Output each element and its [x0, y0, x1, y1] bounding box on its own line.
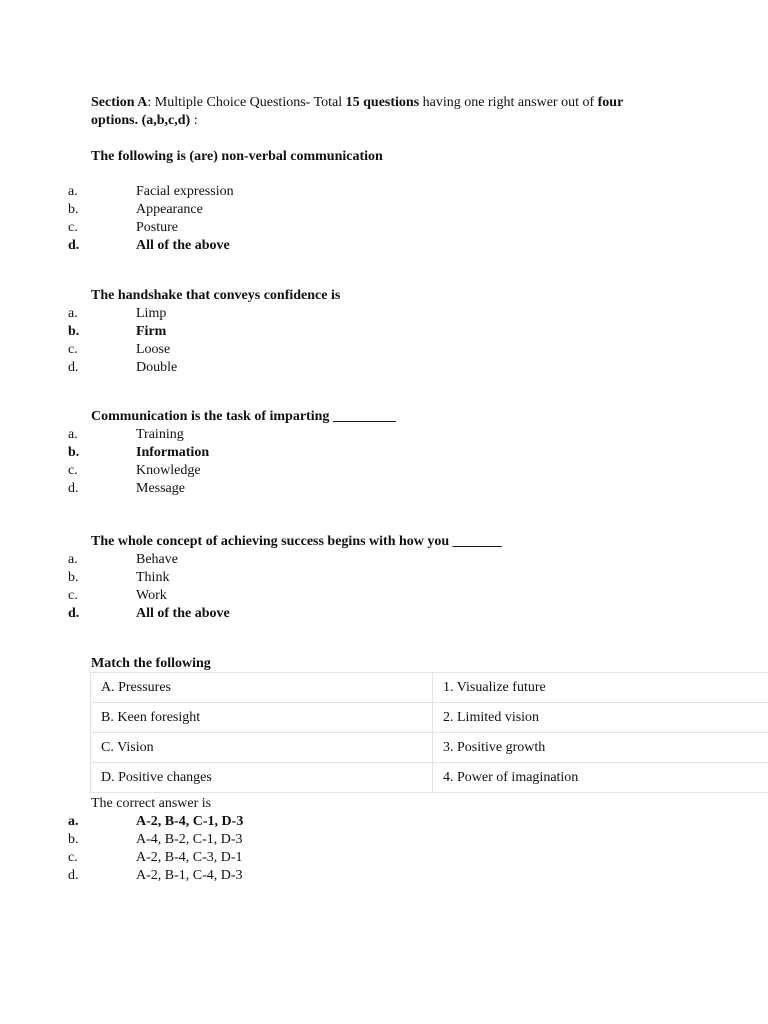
intro-colon: :: [190, 113, 198, 128]
q1-option-d-letter: d.: [68, 238, 80, 253]
match-table: [90, 672, 768, 793]
match-option-a: A-2, B-4, C-1, D-3: [136, 814, 244, 829]
match-option-b: A-4, B-2, C-1, D-3: [136, 832, 243, 847]
match-left-cell: C. Vision: [91, 733, 433, 763]
match-row: [91, 763, 768, 793]
match-left-cell: A. Pressures: [91, 673, 433, 703]
q2-option-c: Loose: [136, 342, 171, 357]
q4-option-d-letter: d.: [68, 606, 80, 621]
question-3-text: Communication is the task of imparting _________: [91, 409, 396, 424]
q2-option-b-letter: b.: [68, 324, 80, 339]
match-row: [91, 733, 768, 763]
intro-question-count: 15 questions: [345, 95, 420, 110]
q3-option-d-letter: d.: [68, 481, 79, 496]
q4-option-a: Behave: [136, 552, 178, 567]
match-right-cell: 2. Limited vision: [433, 703, 768, 733]
q1-option-b-letter: b.: [68, 202, 79, 217]
question-2-text: The handshake that conveys confidence is: [91, 288, 341, 303]
match-option-d: A-2, B-1, C-4, D-3: [136, 868, 243, 883]
match-left-cell: D. Positive changes: [91, 763, 433, 793]
q2-option-a: Limp: [136, 306, 167, 321]
q2-option-d-letter: d.: [68, 360, 79, 375]
q4-option-c-letter: c.: [68, 588, 78, 603]
q1-option-d: All of the above: [136, 238, 230, 253]
q4-option-d: All of the above: [136, 606, 230, 621]
match-option-d-letter: d.: [68, 868, 79, 883]
match-row: [91, 703, 768, 733]
q3-option-b: Information: [136, 445, 210, 460]
match-heading: Match the following: [91, 656, 211, 671]
q3-option-a-letter: a.: [68, 427, 78, 442]
q3-option-c: Knowledge: [136, 463, 201, 478]
question-4-text: The whole concept of achieving success begins with how you _______: [91, 534, 502, 549]
q2-option-b: Firm: [136, 324, 167, 339]
q2-option-a-letter: a.: [68, 306, 78, 321]
match-right-cell: 3. Positive growth: [433, 733, 768, 763]
q4-option-b-letter: b.: [68, 570, 79, 585]
q3-option-a: Training: [136, 427, 184, 442]
match-right-cell: 4. Power of imagination: [433, 763, 768, 793]
match-option-b-letter: b.: [68, 832, 79, 847]
match-option-c-letter: c.: [68, 850, 78, 865]
section-title: Section A: [91, 95, 148, 110]
section-intro: [91, 94, 691, 130]
match-option-c: A-2, B-4, C-3, D-1: [136, 850, 243, 865]
intro-text-2: having one right answer out of: [419, 95, 598, 110]
q3-option-d: Message: [136, 481, 185, 496]
q3-option-b-letter: b.: [68, 445, 80, 460]
match-right-cell: 1. Visualize future: [433, 673, 768, 703]
match-prompt: The correct answer is: [91, 796, 212, 811]
q1-option-b: Appearance: [136, 202, 203, 217]
intro-text-1: : Multiple Choice Questions- Total: [147, 95, 346, 110]
intro-options: options. (a,b,c,d): [91, 113, 191, 128]
q4-option-a-letter: a.: [68, 552, 78, 567]
q1-option-a: Facial expression: [136, 184, 234, 199]
q4-option-c: Work: [136, 588, 167, 603]
q2-option-c-letter: c.: [68, 342, 78, 357]
q2-option-d: Double: [136, 360, 178, 375]
question-1-text: The following is (are) non-verbal communication: [91, 149, 383, 164]
q1-option-c: Posture: [136, 220, 178, 235]
match-left-cell: B. Keen foresight: [91, 703, 433, 733]
match-row: [91, 673, 768, 703]
match-option-a-letter: a.: [68, 814, 79, 829]
intro-four: four: [597, 95, 624, 110]
q1-option-a-letter: a.: [68, 184, 78, 199]
q1-option-c-letter: c.: [68, 220, 78, 235]
q4-option-b: Think: [136, 570, 170, 585]
q3-option-c-letter: c.: [68, 463, 78, 478]
